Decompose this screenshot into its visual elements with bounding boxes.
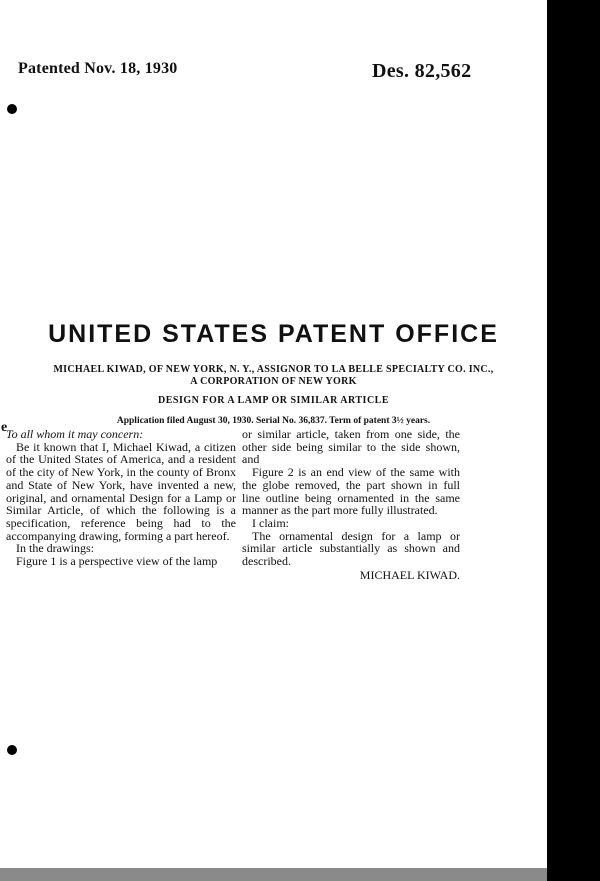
- right-paragraph-3: I claim:: [252, 515, 289, 530]
- design-number: Des. 82,562: [372, 60, 472, 82]
- office-title: UNITED STATES PATENT OFFICE: [48, 320, 499, 348]
- left-paragraph-2: In the drawings:: [16, 541, 94, 556]
- scan-right-edge: [547, 0, 600, 881]
- right-paragraph-1: or similar article, taken from one side, the other side being similar to the side shown, and: [242, 427, 460, 467]
- left-paragraph-1: Be it known that I, Michael Kiwad, a citizen of the United States of America, and a resident of the city of New York, in the county of Bronx and State of New York, have invented a new, original, and ornamental Design for a Lamp or Similar Article, of which the following is a specification, reference being had to the accompanying drawing, forming a part hereof.: [6, 439, 236, 543]
- salutation: To all whom it may concern:: [6, 427, 144, 441]
- inventor-line-2: A CORPORATION OF NEW YORK: [190, 376, 357, 387]
- signature: MICHAEL KIWAD.: [359, 567, 460, 582]
- scan-bottom-edge: [0, 868, 547, 881]
- application-line: Application filed August 30, 1930. Serial No. 36,837. Term of patent 3½ years.: [116, 416, 431, 426]
- inventor-line-1: MICHAEL KIWAD, OF NEW YORK, N. Y., ASSIGNOR TO LA BELLE SPECIALTY CO. INC.,: [53, 364, 494, 375]
- right-paragraph-4: The ornamental design for a lamp or similar article substantially as shown and described.: [242, 528, 460, 569]
- punch-hole-top: [7, 104, 17, 114]
- inventor-assignment: [10, 364, 537, 388]
- right-column: [242, 428, 460, 581]
- patented-date: Patented Nov. 18, 1930: [18, 60, 178, 77]
- right-paragraph-2: Figure 2 is an end view of the same with the globe removed, the part shown in full line outline being ornamented in the same manner as the part more fully illustrated.: [242, 465, 460, 518]
- left-paragraph-3: Figure 1 is a perspective view of the lamp: [16, 554, 218, 569]
- design-title: DESIGN FOR A LAMP OR SIMILAR ARTICLE: [157, 395, 390, 406]
- punch-hole-bottom: [7, 745, 17, 755]
- left-column: [6, 428, 236, 568]
- margin-mark: e: [1, 420, 8, 435]
